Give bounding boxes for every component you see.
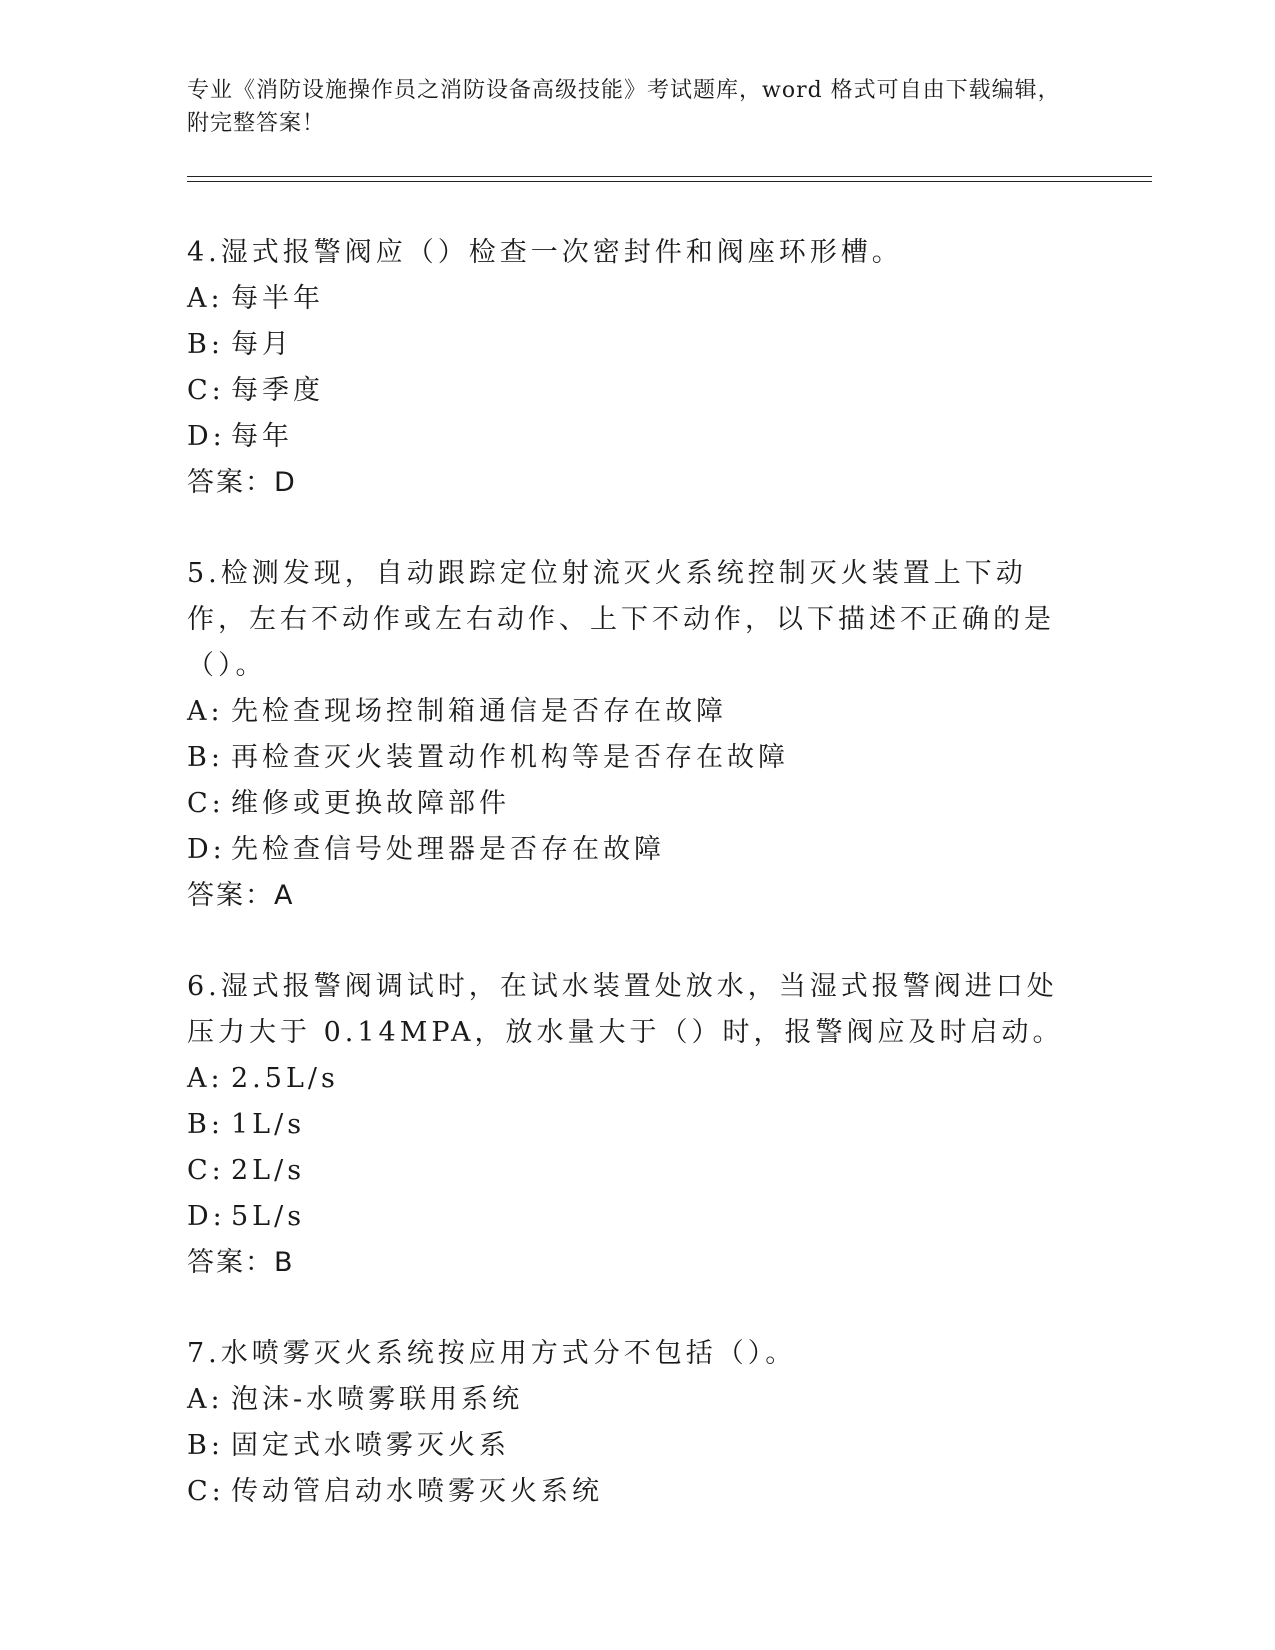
option-letter: D:	[187, 1201, 226, 1232]
question-7	[187, 1331, 1067, 1515]
option-text: 传动管启动水喷雾灭火系统	[231, 1476, 603, 1507]
option-text: 每月	[231, 329, 293, 360]
option-c	[187, 368, 1067, 414]
option-text: 固定式水喷雾灭火系	[231, 1430, 510, 1461]
document-header: 专业《消防设施操作员之消防设备高级技能》考试题库，word 格式可自由下载编辑，附完整答案！	[187, 78, 1061, 136]
option-text: 先检查现场控制箱通信是否存在故障	[231, 696, 727, 727]
question-6	[187, 964, 1067, 1286]
question-list	[187, 230, 1067, 1560]
option-letter: D:	[187, 421, 226, 452]
answer-line: 答案：D	[187, 467, 297, 498]
option-d	[187, 827, 1067, 873]
option-letter: B:	[187, 329, 224, 360]
option-letter: C:	[187, 1476, 225, 1507]
option-text: 维修或更换故障部件	[231, 788, 510, 819]
option-c	[187, 1148, 1067, 1194]
option-letter: B:	[187, 1430, 224, 1461]
option-letter: B:	[187, 1109, 224, 1140]
answer-line: 答案：A	[187, 880, 295, 911]
option-text: 每季度	[231, 375, 324, 406]
option-letter: D:	[187, 834, 226, 865]
option-letter: C:	[187, 375, 225, 406]
option-text: 每年	[231, 421, 293, 452]
option-text: 先检查信号处理器是否存在故障	[231, 834, 665, 865]
option-c	[187, 1469, 1067, 1515]
option-b	[187, 322, 1067, 368]
option-c	[187, 781, 1067, 827]
option-text: 1L/s	[231, 1109, 306, 1140]
option-text: 2.5L/s	[231, 1063, 339, 1094]
header-divider-bottom	[187, 181, 1152, 182]
option-letter: C:	[187, 788, 225, 819]
option-d	[187, 1194, 1067, 1240]
option-b	[187, 1102, 1067, 1148]
question-text: 7.水喷雾灭火系统按应用方式分不包括（）。	[187, 1338, 797, 1369]
option-a	[187, 1377, 1067, 1423]
option-b	[187, 735, 1067, 781]
question-text: 5.检测发现，自动跟踪定位射流灭火系统控制灭火装置上下动作，左右不动作或左右动作、上下不动作，以下描述不正确的是（）。	[187, 558, 1055, 681]
question-5	[187, 551, 1067, 919]
question-text: 6.湿式报警阀调试时，在试水装置处放水，当湿式报警阀进口处压力大于 0.14MPA，放水量大于（）时，报警阀应及时启动。	[187, 971, 1064, 1048]
option-text: 5L/s	[231, 1201, 306, 1232]
question-4	[187, 230, 1067, 506]
option-a	[187, 276, 1067, 322]
option-b	[187, 1423, 1067, 1469]
option-letter: A:	[187, 1063, 224, 1094]
option-letter: A:	[187, 1384, 224, 1415]
question-text: 4.湿式报警阀应（）检查一次密封件和阀座环形槽。	[187, 237, 903, 268]
option-letter: B:	[187, 742, 224, 773]
option-text: 再检查灭火装置动作机构等是否存在故障	[231, 742, 789, 773]
option-letter: A:	[187, 696, 224, 727]
header-divider-top	[187, 176, 1152, 177]
option-letter: C:	[187, 1155, 225, 1186]
answer-line: 答案：B	[187, 1247, 295, 1278]
option-text: 2L/s	[231, 1155, 306, 1186]
option-text: 泡沫-水喷雾联用系统	[231, 1384, 524, 1415]
option-a	[187, 689, 1067, 735]
option-letter: A:	[187, 283, 224, 314]
option-text: 每半年	[231, 283, 324, 314]
option-d	[187, 414, 1067, 460]
option-a	[187, 1056, 1067, 1102]
